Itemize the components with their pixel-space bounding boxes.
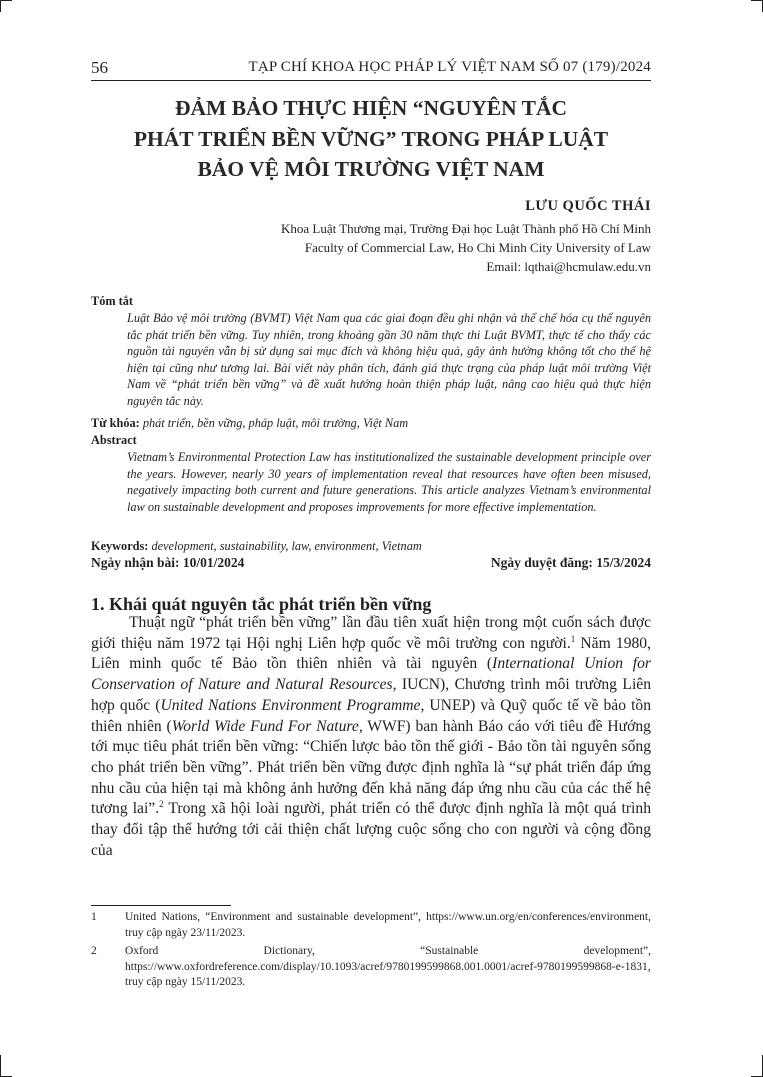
footnote-ref: 2 — [159, 799, 164, 810]
received-date: Ngày nhận bài: 10/01/2024 — [91, 555, 245, 570]
keywords-list: development, sustainability, law, environment, Vietnam — [151, 539, 422, 553]
footnote — [91, 944, 651, 991]
footnote-number: 2 — [91, 945, 97, 957]
crop-mark — [0, 1055, 1, 1077]
keywords-label: Keywords: — [91, 539, 149, 553]
footnote-text: Oxford Dictionary, “Sustainable development”, https://www.oxfordreference.com/display/10.1093/acref/9780199599868.001.0001/acref-9780199599868-e-1831, truy cập ngày 15/11/2023. — [125, 945, 651, 988]
crop-mark — [0, 0, 12, 1]
accepted-date: Ngày duyệt đăng: 15/3/2024 — [490, 555, 651, 570]
article-title — [91, 93, 651, 185]
abstract-heading: Abstract — [91, 433, 137, 447]
footnote-ref: 1 — [570, 633, 576, 644]
journal-title: TẠP CHÍ KHOA HỌC PHÁP LÝ VIỆT NAM SỐ 07 (179)/2024 — [248, 59, 651, 75]
footnote-number: 1 — [91, 911, 97, 923]
abstract-text: Vietnam’s Environmental Protection Law has institutionalized the sustainable development principle over the years. However, nearly 30 years of implementation reveal that resources have often been misused, negatively impacting both current and future generations. This article analyzes Vietnam’s environmental law on sustainable development and proposes improvements for more effective implementation. — [127, 450, 651, 514]
affiliation-en: Faculty of Commercial Law, Ho Chi Minh City University of Law — [304, 240, 651, 255]
keywords-list: phát triển, bền vững, pháp luật, môi trường, Việt Nam — [142, 416, 409, 430]
footnote-text: United Nations, “Environment and sustainable development”, https://www.un.org/en/conferences/environment, truy cập ngày 23/11/2023. — [125, 911, 651, 939]
title-line: ĐẢM BẢO THỰC HIỆN “NGUYÊN TẮC — [174, 96, 567, 120]
footnote-rule — [91, 905, 231, 906]
summary-text: Luật Bảo vệ môi trường (BVMT) Việt Nam qua các giai đoạn đều ghi nhận và thể chế hóa cụ thể nguyên tắc phát triển bền vững. Tuy nhiên, trong khoảng gần 30 năm thực thi Luật BVMT, thực tế cho thấy các nguồn tài nguyên vẫn bị sử dụng sai mục đích và không hiệu quả, gây ảnh hưởng không tốt cho thế hệ hiện tại cũng như tương lai. Bài viết này phân tích, đánh giá thực trạng của pháp luật môi trường Việt Nam về “phát triển bền vững” và đề xuất hướng hoàn thiện pháp luật, nâng cao hiệu quả thực hiện nguyên tắc này. — [127, 311, 651, 408]
summary-heading: Tóm tắt — [91, 294, 134, 308]
title-line: BẢO VỆ MÔI TRƯỜNG VIỆT NAM — [197, 157, 545, 181]
running-header — [91, 58, 651, 82]
author-email: Email: lqthai@hcmulaw.edu.vn — [486, 259, 651, 274]
section-heading: 1. Khái quát nguyên tắc phát triển bền vững — [91, 594, 432, 614]
crop-mark — [0, 0, 1, 12]
dates-row — [91, 555, 651, 573]
crop-mark — [751, 0, 763, 1]
header-rule — [91, 80, 651, 81]
keywords-label: Từ khóa: — [91, 416, 140, 430]
body-text — [91, 613, 651, 861]
keywords-en — [91, 538, 651, 555]
page-number: 56 — [91, 58, 108, 77]
org-name: International Union for Conservation of Nature and Natural Resources, — [91, 655, 651, 694]
affiliation-vi: Khoa Luật Thương mại, Trường Đại học Luật Thành phố Hồ Chí Minh — [280, 221, 651, 236]
paragraph: Thuật ngữ “phát triển bền vững” lần đầu tiên xuất hiện trong một cuốn sách được giới thiệu năm 1972 tại Hội nghị Liên hợp quốc về môi trường con người.$^1$ Năm 1980, Liên minh quốc tế Bảo tồn thiên nhiên và tài nguyên (International Union for Conservation of Nature and Natural Resources, IUCN), Chương trình môi trường Liên hợp quốc (United Nations Environment Programme, UNEP) và Quỹ quốc tế về bảo tồn thiên nhiên (World Wide Fund For Nature, WWF) ban hành Báo cáo với tiêu đề Hướng tới mục tiêu phát triển bền vững: “Chiến lược bảo tồn thế giới - Bảo tồn tài nguyên sống cho phát triển bền vững”. Phát triển bền vững được định nghĩa là “sự phát triển đáp ứng nhu cầu của hiện tại mà không ảnh hưởng đến khả năng đáp ứng nhu cầu của các thế hệ tương lai”.$^2$ Trong xã hội loài người, phát triển có thể được định nghĩa là một quá trình thay đổi tập thể hướng tới cải thiện chất lượng cuộc sống cho con người và cộng đồng của — [91, 614, 651, 859]
title-line: PHÁT TRIỂN BỀN VỮNG” TRONG PHÁP LUẬT — [133, 126, 609, 151]
org-name: United Nations Environment Programme, — [160, 696, 425, 714]
keywords-vi — [91, 415, 651, 432]
org-name: World Wide Fund For Nature, — [171, 717, 363, 735]
author-name: LƯU QUỐC THÁI — [525, 198, 651, 214]
footnote — [91, 910, 651, 941]
